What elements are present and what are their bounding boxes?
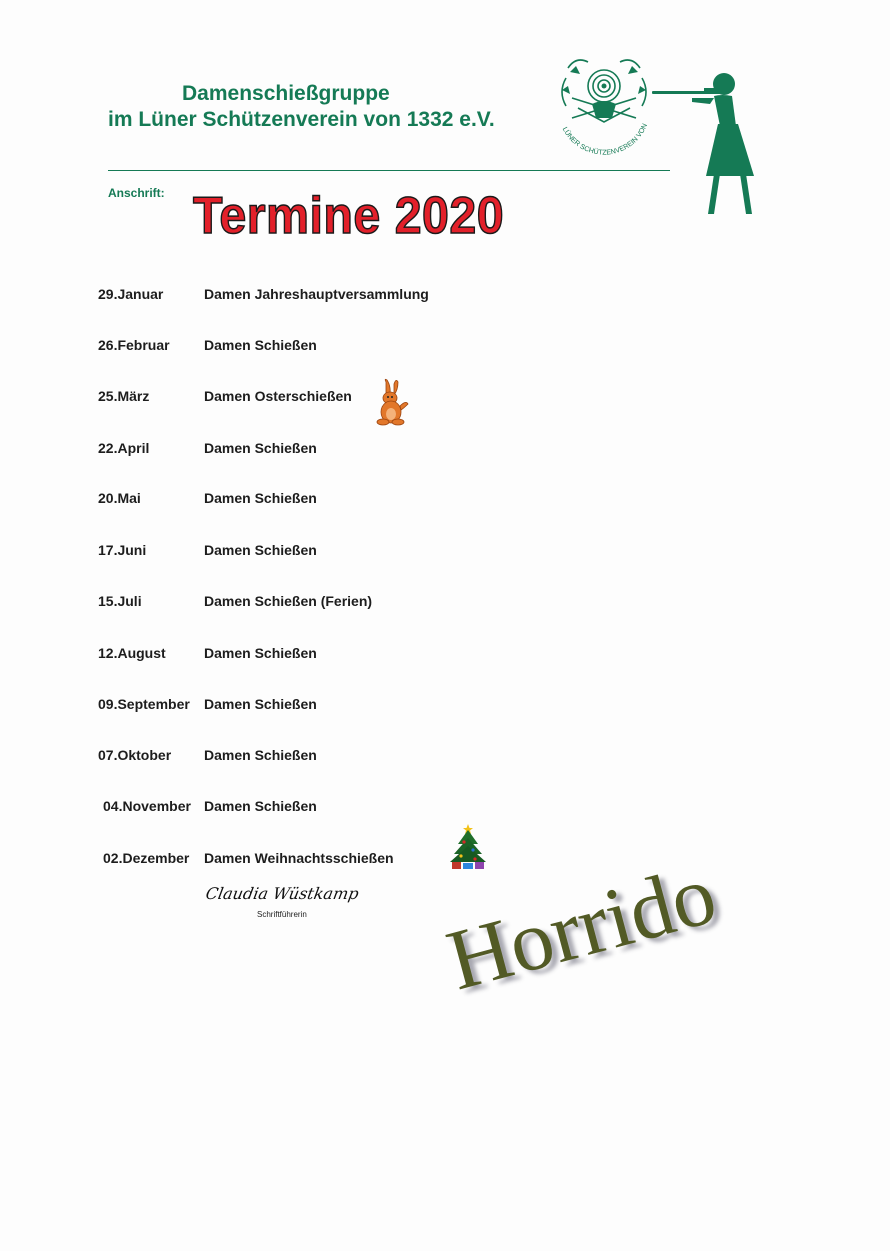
greeting-area <box>430 840 750 1030</box>
event-row <box>98 337 538 357</box>
org-name-line2: im Lüner Schützenverein von 1332 e.V. <box>108 108 495 131</box>
event-date: 07.Oktober <box>98 747 172 763</box>
event-row <box>98 542 538 562</box>
event-title: Damen Schießen <box>204 542 317 558</box>
event-title: Damen Schießen (Ferien) <box>204 593 373 609</box>
rifle-shooter-icon <box>648 64 774 218</box>
easter-bunny-icon <box>372 378 412 426</box>
event-title: Damen Schießen <box>204 645 317 661</box>
event-date: 25.März <box>98 388 150 404</box>
header-divider <box>108 170 670 171</box>
signature: Claudia Wüstkamp <box>204 884 361 903</box>
event-date: 17.Juni <box>98 542 147 558</box>
event-title: Damen Osterschießen <box>204 388 352 404</box>
event-date: 09.September <box>98 696 190 712</box>
event-row <box>98 696 538 716</box>
greeting-text: Horrido <box>437 845 726 1009</box>
event-row <box>103 798 543 818</box>
svg-text:LÜNER SCHÜTZENVEREIN VON 1332: LÜNER SCHÜTZENVEREIN VON <box>560 122 649 157</box>
event-date: 20.Mai <box>98 490 141 506</box>
event-date: 02.Dezember <box>103 850 190 866</box>
event-title: Damen Schießen <box>204 747 317 763</box>
event-title: Damen Weihnachtsschießen <box>204 850 394 866</box>
event-row <box>98 645 538 665</box>
event-title: Damen Schießen <box>204 337 317 353</box>
event-date: 29.Januar <box>98 286 164 302</box>
address-label: Anschrift: <box>108 186 165 200</box>
event-date: 26.Februar <box>98 337 170 353</box>
event-row <box>98 490 538 510</box>
org-name-line1: Damenschießgruppe <box>182 82 390 105</box>
club-seal-icon <box>548 48 660 160</box>
event-date: 04.November <box>103 798 191 814</box>
signature-role: Schriftführerin <box>257 910 307 919</box>
event-title: Damen Jahreshauptversammlung <box>204 286 429 302</box>
event-title: Damen Schießen <box>204 696 317 712</box>
event-title: Damen Schießen <box>204 798 317 814</box>
event-row <box>98 388 538 408</box>
event-date: 12.August <box>98 645 166 661</box>
event-date: 22.April <box>98 440 150 456</box>
event-row <box>98 440 538 460</box>
event-row <box>98 747 538 767</box>
event-title: Damen Schießen <box>204 440 317 456</box>
event-row <box>98 286 538 306</box>
event-title: Damen Schießen <box>204 490 317 506</box>
page-title: Termine 2020 <box>193 187 505 245</box>
event-row <box>98 593 538 613</box>
event-date: 15.Juli <box>98 593 142 609</box>
